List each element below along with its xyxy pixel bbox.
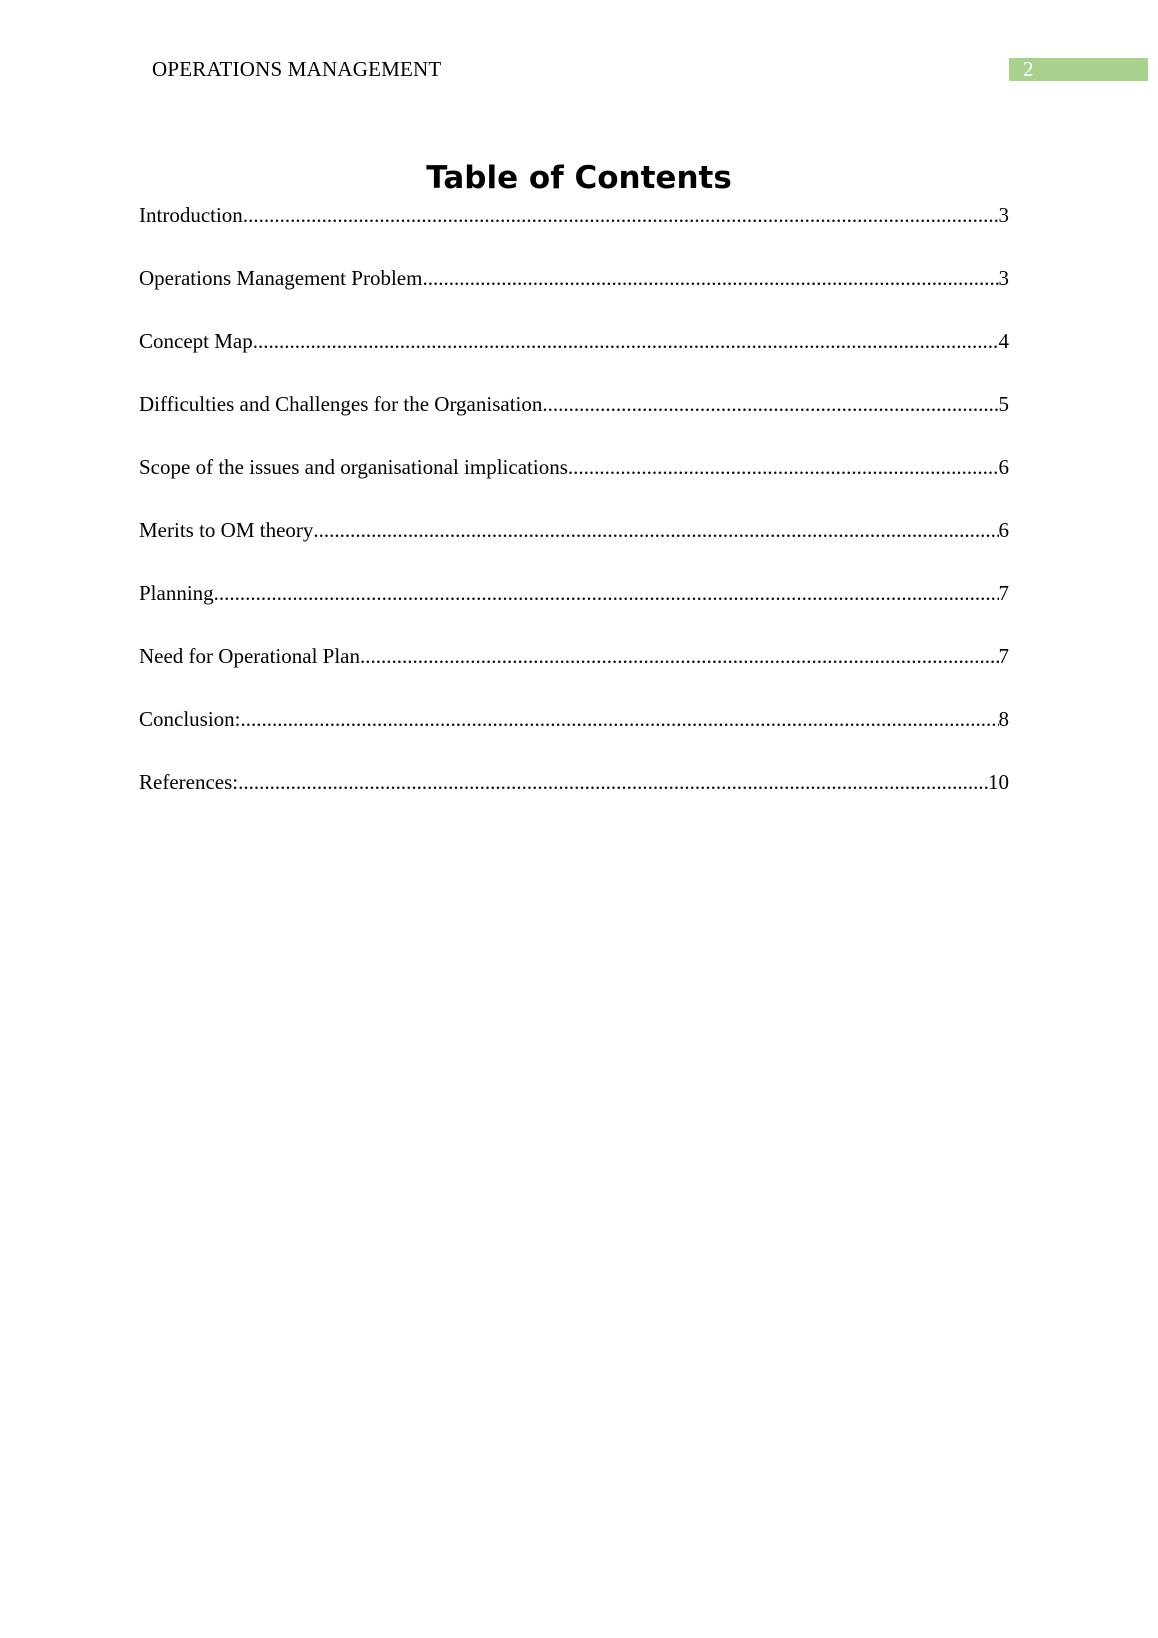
toc-entry-page: 8 <box>998 707 1009 731</box>
toc-entry-label: Operations Management Problem <box>139 266 423 290</box>
toc-entry-label: Difficulties and Challenges for the Organisation <box>139 392 543 416</box>
toc-entry-operations-management-problem[interactable] <box>139 263 1009 326</box>
toc-entry-page: 7 <box>998 644 1009 668</box>
toc-title: Table of Contents <box>426 160 732 196</box>
toc-entry-page: 10 <box>988 770 1009 794</box>
toc-entry-page: 6 <box>998 455 1009 479</box>
page-number-badge <box>1009 58 1148 81</box>
toc-entry-concept-map[interactable] <box>139 326 1009 389</box>
toc-entry-conclusion[interactable] <box>139 704 1009 767</box>
running-head: OPERATIONS MANAGEMENT <box>152 57 442 81</box>
toc-entry-page: 3 <box>998 266 1009 290</box>
toc-entry-label: Scope of the issues and organisational implications <box>139 455 568 479</box>
page-number: 2 <box>1023 57 1034 81</box>
toc-list <box>139 200 1009 830</box>
toc-entry-merits-to-om-theory[interactable] <box>139 515 1009 578</box>
toc-entry-references[interactable] <box>139 767 1009 830</box>
toc-entry-page: 7 <box>998 581 1009 605</box>
dot-leader <box>243 200 999 230</box>
toc-entry-label: Conclusion: <box>139 707 241 731</box>
toc-entry-label: Merits to OM theory <box>139 518 314 542</box>
toc-entry-scope-of-issues[interactable] <box>139 452 1009 515</box>
toc-entry-label: Introduction <box>139 203 243 227</box>
dot-leader <box>542 389 998 419</box>
toc-entry-label: References: <box>139 770 239 794</box>
toc-entry-label: Need for Operational Plan <box>139 644 361 668</box>
toc-entry-label: Planning <box>139 581 214 605</box>
toc-entry-difficulties-and-challenges[interactable] <box>139 389 1009 452</box>
dot-leader <box>568 452 999 482</box>
dot-leader <box>313 515 998 545</box>
dot-leader <box>422 263 998 293</box>
toc-entry-page: 6 <box>998 518 1009 542</box>
dot-leader <box>253 326 999 356</box>
dot-leader <box>238 767 988 797</box>
toc-entry-need-for-operational-plan[interactable] <box>139 641 1009 704</box>
toc-entry-label: Concept Map <box>139 329 253 353</box>
toc-entry-introduction[interactable] <box>139 200 1009 263</box>
dot-leader <box>214 578 999 608</box>
toc-entry-planning[interactable] <box>139 578 1009 641</box>
toc-entry-page: 3 <box>998 203 1009 227</box>
toc-entry-page: 4 <box>998 329 1009 353</box>
toc-entry-page: 5 <box>998 392 1009 416</box>
dot-leader <box>241 704 999 734</box>
dot-leader <box>360 641 998 671</box>
